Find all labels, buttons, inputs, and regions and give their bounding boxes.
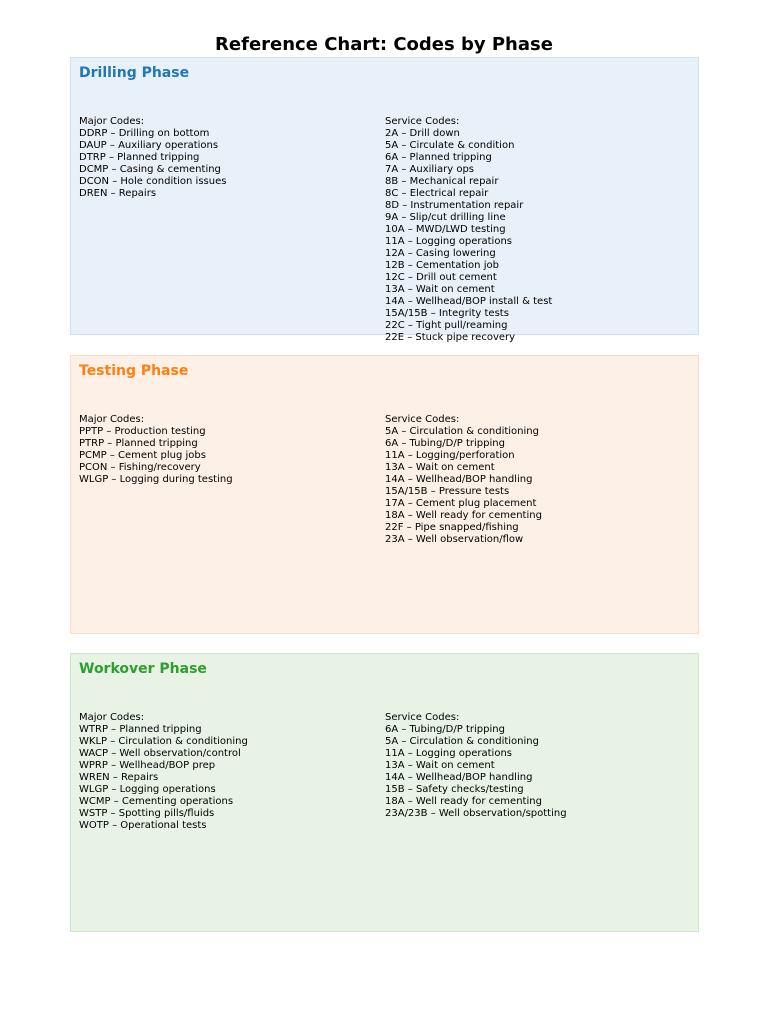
- list-item: WTRP – Planned tripping: [79, 724, 202, 735]
- list-item: 18A – Well ready for cementing: [385, 510, 542, 521]
- list-item: WCMP – Cementing operations: [79, 796, 234, 807]
- list-item: 9A – Slip/cut drilling line: [385, 212, 506, 223]
- list-item: 22F – Pipe snapped/fishing: [385, 522, 519, 533]
- testing-major-codes-list: [79, 414, 233, 486]
- service-codes-header: Service Codes:: [385, 116, 460, 127]
- list-item: DCON – Hole condition issues: [79, 176, 227, 187]
- drilling-service-codes-list: [385, 116, 552, 344]
- list-item: 12B – Cementation job: [385, 260, 499, 271]
- list-item: 11A – Logging/perforation: [385, 450, 515, 461]
- list-item: 23A/23B – Well observation/spotting: [385, 808, 567, 819]
- list-item: 11A – Logging operations: [385, 236, 512, 247]
- list-item: 8C – Electrical repair: [385, 188, 489, 199]
- page-title: Reference Chart: Codes by Phase: [215, 34, 553, 55]
- list-item: PCON – Fishing/recovery: [79, 462, 201, 473]
- list-item: WPRP – Wellhead/BOP prep: [79, 760, 216, 771]
- list-item: 15B – Safety checks/testing: [385, 784, 524, 795]
- list-item: 23A – Well observation/flow: [385, 534, 524, 545]
- workover-major-codes-list: [79, 712, 248, 832]
- list-item: 7A – Auxiliary ops: [385, 164, 475, 175]
- workover-phase-panel: [70, 653, 699, 932]
- list-item: 10A – MWD/LWD testing: [385, 224, 506, 235]
- list-item: WSTP – Spotting pills/fluids: [79, 808, 215, 819]
- list-item: 13A – Wait on cement: [385, 760, 495, 771]
- list-item: 17A – Cement plug placement: [385, 498, 537, 509]
- list-item: WLGP – Logging operations: [79, 784, 216, 795]
- list-item: WOTP – Operational tests: [79, 820, 207, 831]
- list-item: DAUP – Auxiliary operations: [79, 140, 219, 151]
- list-item: 18A – Well ready for cementing: [385, 796, 542, 807]
- list-item: 6A – Planned tripping: [385, 152, 492, 163]
- testing-phase-panel: [70, 355, 699, 634]
- list-item: 13A – Wait on cement: [385, 284, 495, 295]
- list-item: WLGP – Logging during testing: [79, 474, 233, 485]
- list-item: PTRP – Planned tripping: [79, 438, 198, 449]
- service-codes-header: Service Codes:: [385, 712, 460, 723]
- workover-phase-heading: Workover Phase: [79, 661, 207, 677]
- list-item: 12C – Drill out cement: [385, 272, 497, 283]
- service-codes-header: Service Codes:: [385, 414, 460, 425]
- major-codes-header: Major Codes:: [79, 712, 145, 723]
- list-item: 14A – Wellhead/BOP handling: [385, 474, 533, 485]
- list-item: 5A – Circulation & conditioning: [385, 426, 539, 437]
- list-item: 22E – Stuck pipe recovery: [385, 332, 516, 343]
- testing-phase-heading: Testing Phase: [79, 363, 189, 379]
- drilling-phase-heading: Drilling Phase: [79, 65, 190, 81]
- list-item: PPTP – Production testing: [79, 426, 206, 437]
- drilling-phase-panel: [70, 57, 699, 343]
- list-item: WREN – Repairs: [79, 772, 159, 783]
- list-item: 8D – Instrumentation repair: [385, 200, 524, 211]
- workover-service-codes-list: [385, 712, 567, 820]
- list-item: DREN – Repairs: [79, 188, 157, 199]
- list-item: 14A – Wellhead/BOP install & test: [385, 296, 553, 307]
- list-item: WKLP – Circulation & conditioning: [79, 736, 248, 747]
- list-item: 15A/15B – Integrity tests: [385, 308, 509, 319]
- list-item: DDRP – Drilling on bottom: [79, 128, 210, 139]
- major-codes-header: Major Codes:: [79, 116, 145, 127]
- list-item: 22C – Tight pull/reaming: [385, 320, 508, 331]
- list-item: DCMP – Casing & cementing: [79, 164, 221, 175]
- list-item: 12A – Casing lowering: [385, 248, 496, 259]
- major-codes-header: Major Codes:: [79, 414, 145, 425]
- list-item: DTRP – Planned tripping: [79, 152, 200, 163]
- list-item: WACP – Well observation/control: [79, 748, 241, 759]
- list-item: 14A – Wellhead/BOP handling: [385, 772, 533, 783]
- list-item: 5A – Circulation & conditioning: [385, 736, 539, 747]
- list-item: 6A – Tubing/D/P tripping: [385, 724, 505, 735]
- list-item: 8B – Mechanical repair: [385, 176, 499, 187]
- list-item: 13A – Wait on cement: [385, 462, 495, 473]
- list-item: PCMP – Cement plug jobs: [79, 450, 206, 461]
- list-item: 2A – Drill down: [385, 128, 460, 139]
- drilling-major-codes-list: [79, 116, 226, 200]
- list-item: 15A/15B – Pressure tests: [385, 486, 510, 497]
- list-item: 6A – Tubing/D/P tripping: [385, 438, 505, 449]
- list-item: 11A – Logging operations: [385, 748, 512, 759]
- list-item: 5A – Circulate & condition: [385, 140, 515, 151]
- testing-service-codes-list: [385, 414, 542, 546]
